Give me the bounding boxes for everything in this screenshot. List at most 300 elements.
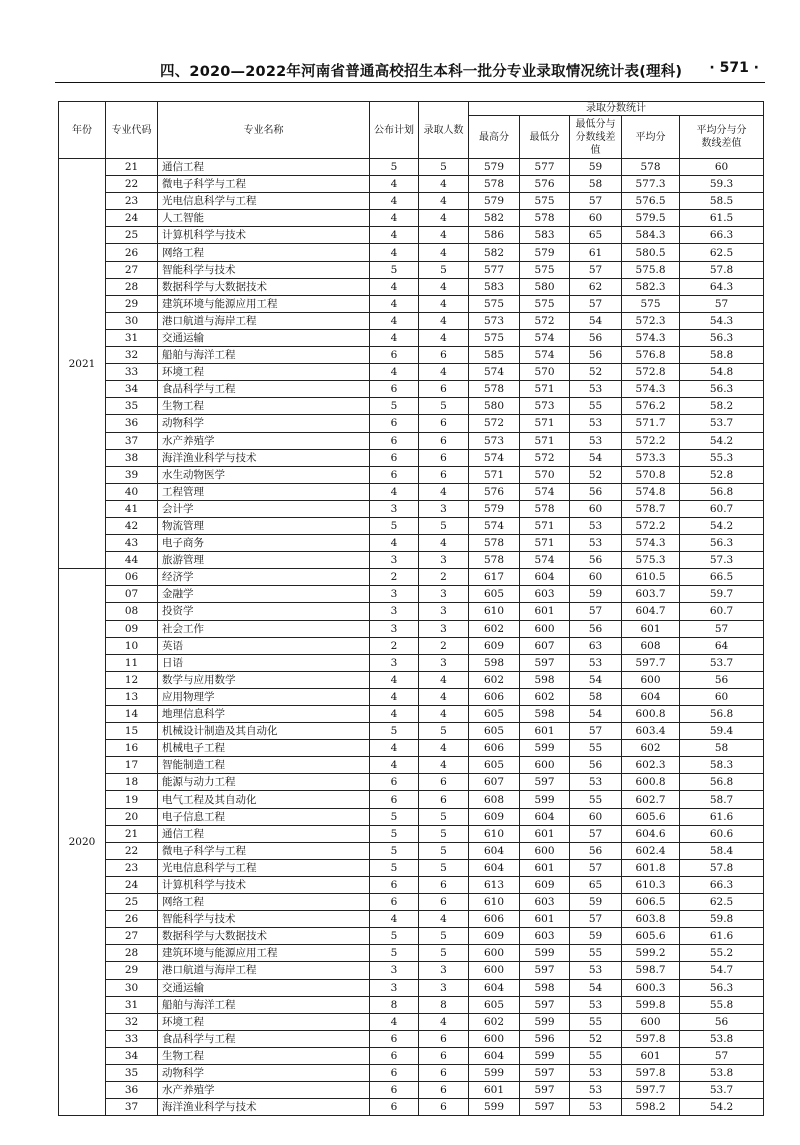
admitted-cell: 4	[419, 210, 469, 227]
avg-cell: 570.8	[622, 466, 680, 483]
min-cell: 599	[520, 1013, 570, 1030]
plan-cell: 3	[370, 979, 419, 996]
max-cell: 583	[469, 278, 520, 295]
min-cell: 574	[520, 552, 570, 569]
max-cell: 600	[469, 962, 520, 979]
min-cell: 576	[520, 176, 570, 193]
avg-cell: 604.6	[622, 825, 680, 842]
avg-cell: 599.2	[622, 945, 680, 962]
avg-diff-cell: 57.8	[680, 859, 764, 876]
plan-cell: 5	[370, 159, 419, 176]
table-row	[59, 706, 764, 723]
plan-cell: 5	[370, 859, 419, 876]
admitted-cell: 8	[419, 996, 469, 1013]
max-cell: 586	[469, 227, 520, 244]
plan-cell: 4	[370, 193, 419, 210]
avg-cell: 600.8	[622, 706, 680, 723]
avg-diff-cell: 62.5	[680, 894, 764, 911]
plan-cell: 6	[370, 381, 419, 398]
min-cell: 571	[520, 432, 570, 449]
min-cell: 578	[520, 500, 570, 517]
avg-cell: 597.8	[622, 1030, 680, 1047]
avg-diff-cell: 60.7	[680, 603, 764, 620]
avg-diff-cell: 56.8	[680, 774, 764, 791]
min-diff-cell: 53	[570, 1082, 622, 1099]
plan-cell: 5	[370, 825, 419, 842]
min-cell: 573	[520, 398, 570, 415]
name-cell: 智能制造工程	[158, 757, 370, 774]
table-row	[59, 483, 764, 500]
code-cell: 16	[106, 740, 158, 757]
plan-cell: 3	[370, 586, 419, 603]
min-cell: 603	[520, 586, 570, 603]
plan-cell: 6	[370, 894, 419, 911]
max-cell: 605	[469, 723, 520, 740]
plan-cell: 4	[370, 312, 419, 329]
plan-cell: 4	[370, 244, 419, 261]
avg-cell: 597.7	[622, 654, 680, 671]
table-row	[59, 928, 764, 945]
name-cell: 数据科学与大数据技术	[158, 928, 370, 945]
admitted-cell: 3	[419, 586, 469, 603]
avg-diff-cell: 59.3	[680, 176, 764, 193]
max-cell: 610	[469, 825, 520, 842]
min-cell: 571	[520, 517, 570, 534]
plan-cell: 2	[370, 569, 419, 586]
avg-diff-cell: 66.3	[680, 227, 764, 244]
avg-diff-cell: 58	[680, 740, 764, 757]
min-cell: 599	[520, 740, 570, 757]
avg-diff-cell: 53.7	[680, 654, 764, 671]
max-cell: 606	[469, 911, 520, 928]
avg-diff-cell: 64.3	[680, 278, 764, 295]
min-diff-cell: 56	[570, 347, 622, 364]
admitted-cell: 2	[419, 637, 469, 654]
admitted-cell: 6	[419, 381, 469, 398]
header-score-group: 录取分数统计	[469, 102, 764, 116]
min-diff-cell: 57	[570, 295, 622, 312]
max-cell: 573	[469, 312, 520, 329]
avg-diff-cell: 53.7	[680, 415, 764, 432]
avg-cell: 571.7	[622, 415, 680, 432]
avg-diff-cell: 66.5	[680, 569, 764, 586]
avg-diff-cell: 54.8	[680, 364, 764, 381]
code-cell: 22	[106, 842, 158, 859]
plan-cell: 6	[370, 466, 419, 483]
avg-diff-cell: 57	[680, 295, 764, 312]
code-cell: 25	[106, 894, 158, 911]
admitted-cell: 4	[419, 688, 469, 705]
name-cell: 社会工作	[158, 620, 370, 637]
header-code: 专业代码	[106, 102, 158, 159]
avg-diff-cell: 56	[680, 1013, 764, 1030]
plan-cell: 4	[370, 278, 419, 295]
min-diff-cell: 56	[570, 842, 622, 859]
avg-diff-cell: 57	[680, 1047, 764, 1064]
code-cell: 32	[106, 347, 158, 364]
admitted-cell: 6	[419, 1047, 469, 1064]
min-cell: 600	[520, 842, 570, 859]
code-cell: 31	[106, 329, 158, 346]
plan-cell: 4	[370, 295, 419, 312]
min-diff-cell: 56	[570, 620, 622, 637]
max-cell: 613	[469, 876, 520, 893]
code-cell: 27	[106, 928, 158, 945]
code-cell: 34	[106, 1047, 158, 1064]
table-row	[59, 1047, 764, 1064]
admitted-cell: 6	[419, 466, 469, 483]
avg-cell: 601	[622, 620, 680, 637]
name-cell: 环境工程	[158, 1013, 370, 1030]
avg-cell: 599.8	[622, 996, 680, 1013]
admitted-cell: 6	[419, 415, 469, 432]
table-row	[59, 381, 764, 398]
plan-cell: 4	[370, 210, 419, 227]
table-row	[59, 979, 764, 996]
table-row	[59, 1099, 764, 1116]
admission-statistics-table	[58, 101, 764, 1116]
max-cell: 599	[469, 1099, 520, 1116]
max-cell: 604	[469, 859, 520, 876]
min-diff-cell: 55	[570, 398, 622, 415]
avg-diff-cell: 56.3	[680, 329, 764, 346]
name-cell: 计算机科学与技术	[158, 876, 370, 893]
avg-cell: 578.7	[622, 500, 680, 517]
code-cell: 27	[106, 261, 158, 278]
table-row	[59, 586, 764, 603]
admitted-cell: 6	[419, 347, 469, 364]
year-cell: 2020	[59, 569, 106, 1116]
min-cell: 599	[520, 1047, 570, 1064]
max-cell: 606	[469, 740, 520, 757]
code-cell: 37	[106, 432, 158, 449]
header-name: 专业名称	[158, 102, 370, 159]
admitted-cell: 4	[419, 364, 469, 381]
plan-cell: 3	[370, 500, 419, 517]
name-cell: 动物科学	[158, 415, 370, 432]
avg-diff-cell: 52.8	[680, 466, 764, 483]
page-number: · 571 ·	[709, 60, 759, 76]
admitted-cell: 4	[419, 176, 469, 193]
avg-diff-cell: 59.8	[680, 911, 764, 928]
code-cell: 37	[106, 1099, 158, 1116]
avg-cell: 575.3	[622, 552, 680, 569]
min-cell: 601	[520, 911, 570, 928]
max-cell: 610	[469, 894, 520, 911]
avg-diff-cell: 61.5	[680, 210, 764, 227]
avg-diff-cell: 60	[680, 688, 764, 705]
code-cell: 12	[106, 671, 158, 688]
max-cell: 576	[469, 483, 520, 500]
code-cell: 30	[106, 979, 158, 996]
min-diff-cell: 57	[570, 603, 622, 620]
avg-cell: 605.6	[622, 808, 680, 825]
max-cell: 617	[469, 569, 520, 586]
min-diff-cell: 57	[570, 261, 622, 278]
admitted-cell: 4	[419, 911, 469, 928]
code-cell: 06	[106, 569, 158, 586]
min-diff-cell: 54	[570, 312, 622, 329]
avg-diff-cell: 59.7	[680, 586, 764, 603]
admitted-cell: 5	[419, 842, 469, 859]
avg-diff-cell: 54.2	[680, 517, 764, 534]
plan-cell: 4	[370, 706, 419, 723]
max-cell: 604	[469, 979, 520, 996]
header-plan: 公布计划	[370, 102, 419, 159]
name-cell: 应用物理学	[158, 688, 370, 705]
table-row	[59, 500, 764, 517]
avg-diff-cell: 61.6	[680, 808, 764, 825]
name-cell: 日语	[158, 654, 370, 671]
plan-cell: 5	[370, 261, 419, 278]
min-diff-cell: 57	[570, 825, 622, 842]
admitted-cell: 6	[419, 894, 469, 911]
name-cell: 微电子科学与工程	[158, 176, 370, 193]
avg-diff-cell: 53.8	[680, 1064, 764, 1081]
avg-diff-cell: 54.7	[680, 962, 764, 979]
avg-cell: 604.7	[622, 603, 680, 620]
admitted-cell: 5	[419, 945, 469, 962]
table-row	[59, 398, 764, 415]
min-diff-cell: 53	[570, 535, 622, 552]
avg-cell: 608	[622, 637, 680, 654]
table-row	[59, 962, 764, 979]
avg-diff-cell: 62.5	[680, 244, 764, 261]
max-cell: 599	[469, 1064, 520, 1081]
page-header	[55, 58, 765, 83]
max-cell: 604	[469, 1047, 520, 1064]
max-cell: 604	[469, 842, 520, 859]
name-cell: 船舶与海洋工程	[158, 996, 370, 1013]
name-cell: 生物工程	[158, 1047, 370, 1064]
table-row	[59, 620, 764, 637]
max-cell: 600	[469, 945, 520, 962]
min-diff-cell: 52	[570, 364, 622, 381]
avg-diff-cell: 60.6	[680, 825, 764, 842]
code-cell: 09	[106, 620, 158, 637]
min-cell: 601	[520, 723, 570, 740]
min-diff-cell: 54	[570, 706, 622, 723]
table-row	[59, 227, 764, 244]
avg-diff-cell: 57.8	[680, 261, 764, 278]
table-row	[59, 347, 764, 364]
admitted-cell: 4	[419, 193, 469, 210]
code-cell: 25	[106, 227, 158, 244]
avg-cell: 600	[622, 1013, 680, 1030]
admitted-cell: 3	[419, 552, 469, 569]
admitted-cell: 6	[419, 876, 469, 893]
avg-diff-cell: 57	[680, 620, 764, 637]
code-cell: 29	[106, 295, 158, 312]
min-cell: 597	[520, 774, 570, 791]
plan-cell: 2	[370, 637, 419, 654]
avg-cell: 602.7	[622, 791, 680, 808]
min-diff-cell: 60	[570, 808, 622, 825]
min-cell: 602	[520, 688, 570, 705]
max-cell: 609	[469, 637, 520, 654]
min-cell: 580	[520, 278, 570, 295]
admitted-cell: 3	[419, 962, 469, 979]
min-diff-cell: 55	[570, 1047, 622, 1064]
code-cell: 24	[106, 210, 158, 227]
code-cell: 40	[106, 483, 158, 500]
table-row	[59, 723, 764, 740]
table-row	[59, 517, 764, 534]
admitted-cell: 5	[419, 928, 469, 945]
name-cell: 港口航道与海岸工程	[158, 312, 370, 329]
avg-diff-cell: 56.3	[680, 381, 764, 398]
table-row	[59, 364, 764, 381]
header-min-diff: 最低分与分数线差值	[570, 116, 622, 159]
avg-cell: 602.3	[622, 757, 680, 774]
table-row	[59, 159, 764, 176]
min-diff-cell: 63	[570, 637, 622, 654]
plan-cell: 3	[370, 620, 419, 637]
name-cell: 环境工程	[158, 364, 370, 381]
name-cell: 工程管理	[158, 483, 370, 500]
table-row	[59, 842, 764, 859]
avg-diff-cell: 58.3	[680, 757, 764, 774]
code-cell: 42	[106, 517, 158, 534]
avg-cell: 578	[622, 159, 680, 176]
avg-diff-cell: 58.8	[680, 347, 764, 364]
name-cell: 食品科学与工程	[158, 381, 370, 398]
name-cell: 建筑环境与能源应用工程	[158, 945, 370, 962]
max-cell: 602	[469, 1013, 520, 1030]
table-row	[59, 688, 764, 705]
min-cell: 570	[520, 364, 570, 381]
plan-cell: 6	[370, 791, 419, 808]
code-cell: 41	[106, 500, 158, 517]
avg-cell: 610.5	[622, 569, 680, 586]
max-cell: 602	[469, 671, 520, 688]
code-cell: 34	[106, 381, 158, 398]
admitted-cell: 5	[419, 825, 469, 842]
table-row	[59, 1013, 764, 1030]
code-cell: 38	[106, 449, 158, 466]
avg-cell: 572.3	[622, 312, 680, 329]
avg-cell: 600.8	[622, 774, 680, 791]
min-cell: 572	[520, 312, 570, 329]
header-avg-diff: 平均分与分数线差值	[680, 116, 764, 159]
table-row	[59, 535, 764, 552]
avg-diff-cell: 58.7	[680, 791, 764, 808]
min-cell: 597	[520, 1064, 570, 1081]
min-cell: 571	[520, 535, 570, 552]
table-row	[59, 312, 764, 329]
code-cell: 29	[106, 962, 158, 979]
code-cell: 17	[106, 757, 158, 774]
min-diff-cell: 53	[570, 1099, 622, 1116]
min-cell: 601	[520, 603, 570, 620]
avg-diff-cell: 60.7	[680, 500, 764, 517]
admitted-cell: 6	[419, 432, 469, 449]
min-cell: 599	[520, 945, 570, 962]
admitted-cell: 2	[419, 569, 469, 586]
code-cell: 14	[106, 706, 158, 723]
avg-cell: 580.5	[622, 244, 680, 261]
avg-cell: 601	[622, 1047, 680, 1064]
code-cell: 28	[106, 278, 158, 295]
plan-cell: 6	[370, 347, 419, 364]
code-cell: 26	[106, 911, 158, 928]
name-cell: 人工智能	[158, 210, 370, 227]
admitted-cell: 5	[419, 517, 469, 534]
avg-cell: 610.3	[622, 876, 680, 893]
min-diff-cell: 65	[570, 876, 622, 893]
avg-cell: 572.8	[622, 364, 680, 381]
avg-cell: 576.8	[622, 347, 680, 364]
table-body	[59, 159, 764, 1116]
name-cell: 动物科学	[158, 1064, 370, 1081]
avg-cell: 598.7	[622, 962, 680, 979]
name-cell: 旅游管理	[158, 552, 370, 569]
min-diff-cell: 53	[570, 517, 622, 534]
min-diff-cell: 59	[570, 894, 622, 911]
max-cell: 605	[469, 757, 520, 774]
min-diff-cell: 52	[570, 466, 622, 483]
min-cell: 577	[520, 159, 570, 176]
table-row	[59, 210, 764, 227]
min-cell: 583	[520, 227, 570, 244]
max-cell: 610	[469, 603, 520, 620]
table-row	[59, 911, 764, 928]
min-diff-cell: 56	[570, 483, 622, 500]
admitted-cell: 4	[419, 740, 469, 757]
avg-cell: 576.2	[622, 398, 680, 415]
avg-diff-cell: 57.3	[680, 552, 764, 569]
name-cell: 智能科学与技术	[158, 911, 370, 928]
admitted-cell: 4	[419, 244, 469, 261]
avg-cell: 574.3	[622, 381, 680, 398]
code-cell: 22	[106, 176, 158, 193]
avg-diff-cell: 55.2	[680, 945, 764, 962]
table-row	[59, 603, 764, 620]
min-diff-cell: 53	[570, 415, 622, 432]
code-cell: 26	[106, 244, 158, 261]
min-cell: 597	[520, 996, 570, 1013]
code-cell: 15	[106, 723, 158, 740]
avg-cell: 598.2	[622, 1099, 680, 1116]
avg-diff-cell: 58.5	[680, 193, 764, 210]
admitted-cell: 3	[419, 654, 469, 671]
name-cell: 建筑环境与能源应用工程	[158, 295, 370, 312]
max-cell: 578	[469, 552, 520, 569]
plan-cell: 5	[370, 517, 419, 534]
avg-diff-cell: 54.3	[680, 312, 764, 329]
code-cell: 31	[106, 996, 158, 1013]
name-cell: 会计学	[158, 500, 370, 517]
admitted-cell: 3	[419, 500, 469, 517]
plan-cell: 6	[370, 1047, 419, 1064]
code-cell: 35	[106, 1064, 158, 1081]
avg-diff-cell: 56	[680, 671, 764, 688]
admitted-cell: 4	[419, 671, 469, 688]
min-cell: 609	[520, 876, 570, 893]
avg-cell: 603.7	[622, 586, 680, 603]
max-cell: 578	[469, 176, 520, 193]
code-cell: 07	[106, 586, 158, 603]
avg-diff-cell: 56.3	[680, 979, 764, 996]
table-row	[59, 1030, 764, 1047]
name-cell: 船舶与海洋工程	[158, 347, 370, 364]
table-row	[59, 740, 764, 757]
name-cell: 海洋渔业科学与技术	[158, 1099, 370, 1116]
min-diff-cell: 53	[570, 962, 622, 979]
min-diff-cell: 60	[570, 500, 622, 517]
code-cell: 13	[106, 688, 158, 705]
avg-cell: 602.4	[622, 842, 680, 859]
